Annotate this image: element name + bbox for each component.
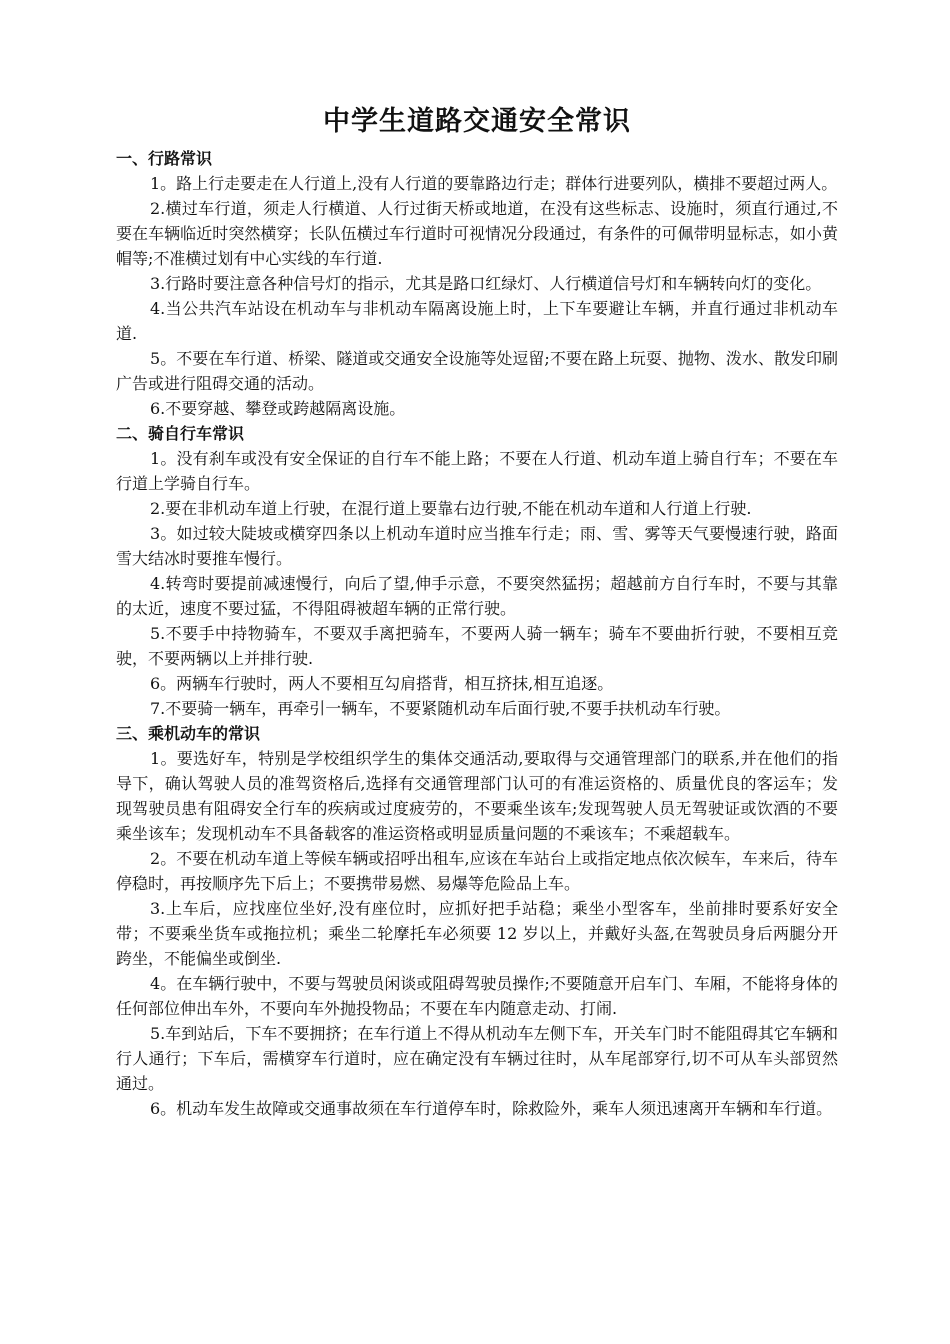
paragraph: 2.要在非机动车道上行驶，在混行道上要靠右边行驶,不能在机动车道和人行道上行驶. xyxy=(150,499,752,518)
paragraph: 5.车到站后，下车不要拥挤；在车行道上不得从机动车左侧下车，开关车门时不能阻碍其它车辆和行人通行；下车后，需横穿车行道时，应在确定没有车辆过往时，从车尾部穿行,切不可从车头部贸然通过。 xyxy=(116,1024,838,1093)
section-heading: 二、骑自行车常识 xyxy=(116,424,245,443)
paragraph: 3.上车后，应找座位坐好,没有座位时，应抓好把手站稳；乘坐小型客车，坐前排时要系好安全带；不要乘坐货车或拖拉机；乘坐二轮摩托车必须要 12 岁以上，并戴好头盔,在驾驶员身后两腿分开跨坐，不能偏坐或倒坐. xyxy=(116,899,838,968)
paragraph: 3.行路时要注意各种信号灯的指示，尤其是路口红绿灯、人行横道信号灯和车辆转向灯的变化。 xyxy=(150,274,822,293)
paragraph: 6。两辆车行驶时，两人不要相互勾肩搭背，相互挤抹,相互追逐。 xyxy=(150,674,614,693)
section-riding-vehicles xyxy=(116,721,838,1121)
section-cycling xyxy=(116,421,838,721)
paragraph: 6。机动车发生故障或交通事故须在车行道停车时，除救险外，乘车人须迅速离开车辆和车行道。 xyxy=(150,1099,833,1118)
paragraph: 4。在车辆行驶中，不要与驾驶员闲谈或阻碍驾驶员操作;不要随意开启车门、车厢，不能将身体的任何部位伸出车外，不要向车外抛投物品；不要在车内随意走动、打闹. xyxy=(116,974,838,1018)
paragraph: 1。要选好车，特别是学校组织学生的集体交通活动,要取得与交通管理部门的联系,并在他们的指导下，确认驾驶人员的准驾资格后,选择有交通管理部门认可的有准运资格的、质量优良的客运车；发现驾驶员患有阻碍安全行车的疾病或过度疲劳的，不要乘坐该车;发现驾驶人员无驾驶证或饮酒的不要乘坐该车；发现机动车不具备载客的准运资格或明显质量问题的不乘该车；不乘超载车。 xyxy=(116,749,838,843)
paragraph: 1。路上行走要走在人行道上,没有人行道的要靠路边行走；群体行进要列队，横排不要超过两人。 xyxy=(150,174,838,193)
section-heading: 三、乘机动车的常识 xyxy=(116,724,261,743)
paragraph: 5.不要手中持物骑车，不要双手离把骑车，不要两人骑一辆车；骑车不要曲折行驶，不要相互竞驶，不要两辆以上并排行驶. xyxy=(116,624,838,668)
paragraph: 2.横过车行道，须走人行横道、人行过街天桥或地道，在没有这些标志、设施时，须直行通过,不要在车辆临近时突然横穿；长队伍横过车行道时可视情况分段通过，有条件的可佩带明显标志，如小黄帽等;不准横过划有中心实线的车行道. xyxy=(116,199,838,268)
paragraph: 4.当公共汽车站设在机动车与非机动车隔离设施上时，上下车要避让车辆，并直行通过非机动车道. xyxy=(116,299,838,343)
paragraph: 2。不要在机动车道上等候车辆或招呼出租车,应该在车站台上或指定地点依次候车，车来后，待车停稳时，再按顺序先下后上；不要携带易燃、易爆等危险品上车。 xyxy=(116,849,838,893)
section-heading: 一、行路常识 xyxy=(116,149,213,168)
section-walking xyxy=(116,146,838,421)
paragraph: 5。不要在车行道、桥梁、隧道或交通安全设施等处逗留;不要在路上玩耍、抛物、泼水、散发印刷广告或进行阻碍交通的活动。 xyxy=(116,349,838,393)
paragraph: 6.不要穿越、攀登或跨越隔离设施。 xyxy=(150,399,406,418)
document-title: 中学生道路交通安全常识 xyxy=(323,106,631,137)
paragraph: 7.不要骑一辆车，再牵引一辆车，不要紧随机动车后面行驶,不要手扶机动车行驶。 xyxy=(150,699,731,718)
paragraph: 4.转弯时要提前减速慢行，向后了望,伸手示意，不要突然猛拐；超越前方自行车时，不要与其靠的太近，速度不要过猛，不得阻碍被超车辆的正常行驶。 xyxy=(116,574,838,618)
document-page xyxy=(116,104,838,1121)
paragraph: 3。如过较大陡坡或横穿四条以上机动车道时应当推车行走；雨、雪、雾等天气要慢速行驶，路面雪大结冰时要推车慢行。 xyxy=(116,524,838,568)
paragraph: 1。没有刹车或没有安全保证的自行车不能上路；不要在人行道、机动车道上骑自行车；不要在车行道上学骑自行车。 xyxy=(116,449,838,493)
